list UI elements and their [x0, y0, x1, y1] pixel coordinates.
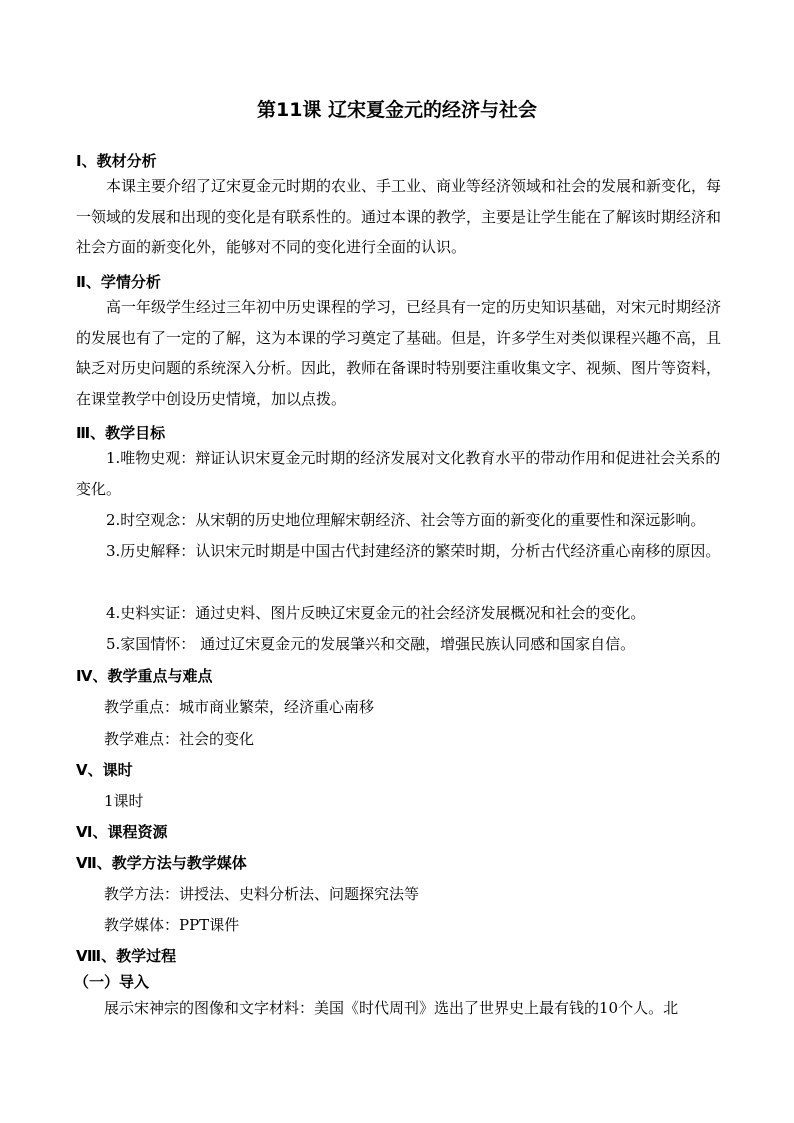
- document-title: 第11课 辽宋夏金元的经济与社会: [256, 99, 538, 121]
- class-hours-value: 1课时: [104, 792, 144, 810]
- introduction-paragraph: 展示宋神宗的图像和文字材料：美国《时代周刊》选出了世界史上最有钱的10个人。北: [104, 999, 679, 1017]
- goal-item-4: 4.史料实证：通过史料、图片反映辽宋夏金元的社会经济发展概况和社会的变化。: [106, 604, 646, 622]
- textbook-analysis-paragraph: 本课主要介绍了辽宋夏金元时期的农业、手工业、商业等经济领域和社会的发展和新变化，每一领域的发展和出现的变化是有联系性的。通过本课的教学，主要是让学生能在了解该时期经济和社会方面的新变化外，能够对不同的变化进行全面的认识。: [76, 177, 722, 256]
- heading-teaching-process: Ⅷ、教学过程: [76, 947, 177, 965]
- goal-item-1: 1.唯物史观：辩证认识宋夏金元时期的经济发展对文化教育水平的带动作用和促进社会关系的变化。: [76, 449, 721, 498]
- goal-item-3: 3.历史解释：认识宋元时期是中国古代封建经济的繁荣时期，分析古代经济重心南移的原因。: [106, 542, 721, 560]
- heading-textbook-analysis: Ⅰ、教材分析: [76, 152, 157, 170]
- heading-methods-media: Ⅶ、教学方法与教学媒体: [76, 854, 247, 872]
- subheading-introduction: （一）导入: [74, 973, 150, 991]
- heading-class-hours: Ⅴ、课时: [76, 761, 133, 779]
- goal-item-2: 2.时空观念：从宋朝的历史地位理解宋朝经济、社会等方面的新变化的重要性和深远影响。: [106, 511, 706, 529]
- teaching-difficulty: 教学难点：社会的变化: [104, 730, 255, 748]
- teaching-key-point: 教学重点：城市商业繁荣，经济重心南移: [104, 698, 375, 716]
- teaching-media: 教学媒体：PPT课件: [104, 916, 240, 934]
- heading-teaching-goals: Ⅲ、教学目标: [76, 424, 166, 442]
- heading-course-resources: Ⅵ、课程资源: [76, 823, 168, 841]
- heading-key-difficulty: Ⅳ、教学重点与难点: [76, 667, 213, 685]
- goal-item-5: 5.家国情怀： 通过辽宋夏金元的发展肇兴和交融，增强民族认同感和国家自信。: [106, 635, 636, 653]
- teaching-methods: 教学方法：讲授法、史料分析法、问题探究法等: [104, 885, 420, 903]
- heading-student-analysis: Ⅱ、学情分析: [76, 273, 161, 291]
- student-analysis-paragraph: 高一年级学生经过三年初中历史课程的学习，已经具有一定的历史知识基础，对宋元时期经济的发展也有了一定的了解，这为本课的学习奠定了基础。但是，许多学生对类似课程兴趣不高，且缺乏对历史问题的系统深入分析。因此，教师在备课时特别要注重收集文字、视频、图片等资料，在课堂教学中创设历史情境，加以点拨。: [76, 298, 722, 408]
